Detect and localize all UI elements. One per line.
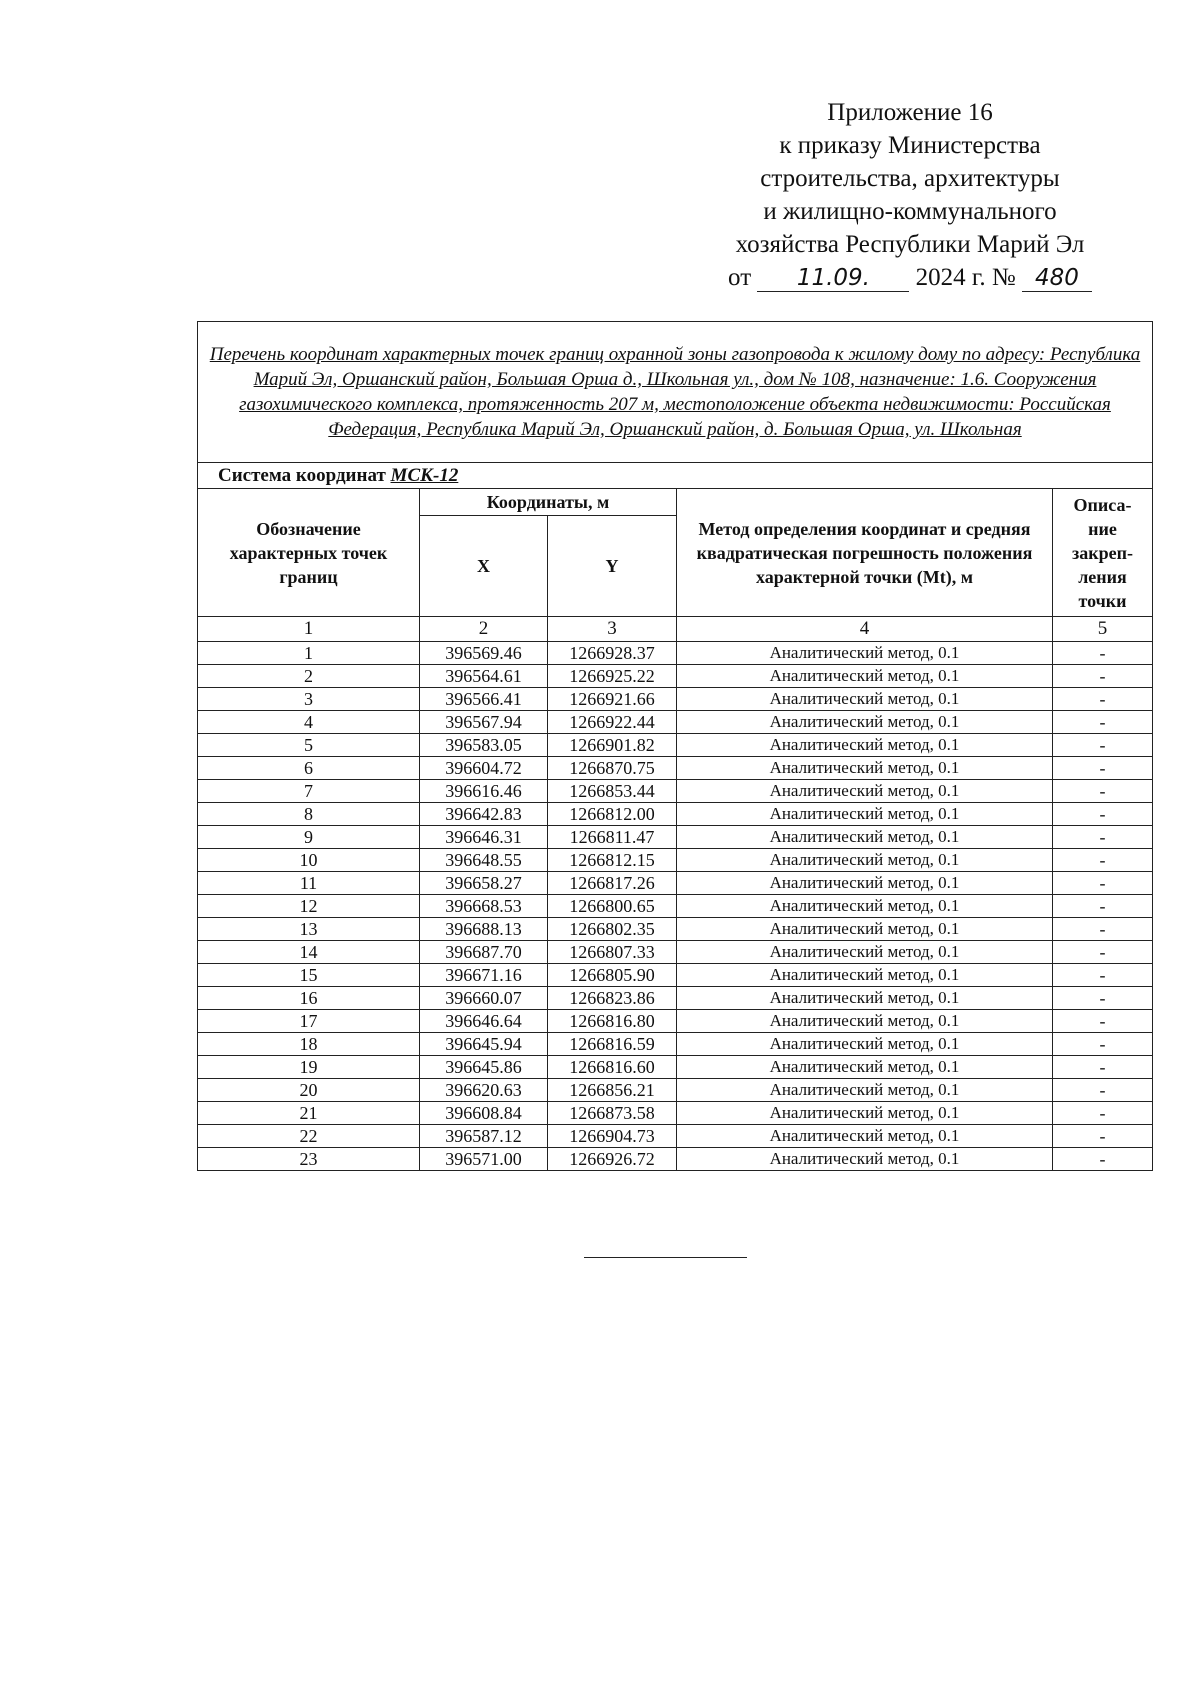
point-number-cell: 23 — [198, 1148, 420, 1171]
point-number-cell: 7 — [198, 780, 420, 803]
x-coordinate-cell: 396671.16 — [420, 964, 548, 987]
method-cell: Аналитический метод, 0.1 — [677, 1033, 1053, 1056]
y-coordinate-cell: 1266922.44 — [548, 711, 677, 734]
table-row — [198, 1033, 1153, 1056]
method-cell: Аналитический метод, 0.1 — [677, 1079, 1053, 1102]
description-cell: - — [1053, 780, 1153, 803]
header-y: Y — [548, 516, 677, 617]
method-cell: Аналитический метод, 0.1 — [677, 642, 1053, 665]
coord-system-value: МСК-12 — [390, 464, 459, 486]
table-row — [198, 1010, 1153, 1033]
table-row — [198, 872, 1153, 895]
point-number-cell: 17 — [198, 1010, 420, 1033]
description-cell: - — [1053, 711, 1153, 734]
coord-system-row — [198, 463, 1153, 489]
appendix-header — [690, 96, 1130, 294]
handwritten-date: 11.09. — [757, 265, 909, 292]
y-coordinate-cell: 1266805.90 — [548, 964, 677, 987]
header-method: Метод определения координат и средняя квадратическая погрешность положения характерной точки (Mt), м — [677, 489, 1053, 617]
x-coordinate-cell: 396564.61 — [420, 665, 548, 688]
method-cell: Аналитический метод, 0.1 — [677, 1125, 1053, 1148]
table-row — [198, 734, 1153, 757]
method-cell: Аналитический метод, 0.1 — [677, 895, 1053, 918]
y-coordinate-cell: 1266816.59 — [548, 1033, 677, 1056]
x-coordinate-cell: 396566.41 — [420, 688, 548, 711]
x-coordinate-cell: 396648.55 — [420, 849, 548, 872]
point-number-cell: 9 — [198, 826, 420, 849]
method-cell: Аналитический метод, 0.1 — [677, 711, 1053, 734]
y-coordinate-cell: 1266816.60 — [548, 1056, 677, 1079]
description-cell: - — [1053, 1079, 1153, 1102]
end-separator-line — [584, 1257, 747, 1258]
method-cell: Аналитический метод, 0.1 — [677, 665, 1053, 688]
y-coordinate-cell: 1266816.80 — [548, 1010, 677, 1033]
method-cell: Аналитический метод, 0.1 — [677, 872, 1053, 895]
ministry-line-3: хозяйства Республики Марий Эл — [735, 231, 1085, 258]
y-coordinate-cell: 1266925.22 — [548, 665, 677, 688]
x-coordinate-cell: 396604.72 — [420, 757, 548, 780]
column-number-cell: 5 — [1053, 617, 1153, 642]
x-coordinate-cell: 396645.86 — [420, 1056, 548, 1079]
x-coordinate-cell: 396668.53 — [420, 895, 548, 918]
order-date-line — [690, 261, 1130, 294]
table-title: Перечень координат характерных точек границ охранной зоны газопровода к жилому дому по адресу: Республика Марий Эл, Оршанский район, Большая Орша д., Школьная ул., дом № 108, назначение: 1.6. Сооружения газохимического комплекса, протяженность 207 м, местоположение объекта недвижимости: Российская Федерация, Республика Марий Эл, Оршанский район, д. Большая Орша, ул. Школьная — [198, 322, 1153, 463]
point-number-cell: 1 — [198, 642, 420, 665]
point-number-cell: 19 — [198, 1056, 420, 1079]
description-cell: - — [1053, 849, 1153, 872]
x-coordinate-cell: 396687.70 — [420, 941, 548, 964]
y-coordinate-cell: 1266921.66 — [548, 688, 677, 711]
method-cell: Аналитический метод, 0.1 — [677, 688, 1053, 711]
point-number-cell: 11 — [198, 872, 420, 895]
y-coordinate-cell: 1266928.37 — [548, 642, 677, 665]
description-cell: - — [1053, 1010, 1153, 1033]
method-cell: Аналитический метод, 0.1 — [677, 1010, 1053, 1033]
y-coordinate-cell: 1266870.75 — [548, 757, 677, 780]
y-coordinate-cell: 1266800.65 — [548, 895, 677, 918]
table-row — [198, 688, 1153, 711]
method-cell: Аналитический метод, 0.1 — [677, 1148, 1053, 1171]
x-coordinate-cell: 396571.00 — [420, 1148, 548, 1171]
description-cell: - — [1053, 734, 1153, 757]
description-cell: - — [1053, 642, 1153, 665]
date-prefix: от — [728, 264, 752, 291]
point-number-cell: 21 — [198, 1102, 420, 1125]
ministry-line-2: и жилищно-коммунального — [763, 198, 1057, 225]
table-row — [198, 757, 1153, 780]
description-cell: - — [1053, 964, 1153, 987]
y-coordinate-cell: 1266807.33 — [548, 941, 677, 964]
description-cell: - — [1053, 688, 1153, 711]
method-cell: Аналитический метод, 0.1 — [677, 1102, 1053, 1125]
column-numbers-row — [198, 617, 1153, 642]
method-cell: Аналитический метод, 0.1 — [677, 964, 1053, 987]
table-row — [198, 895, 1153, 918]
method-cell: Аналитический метод, 0.1 — [677, 826, 1053, 849]
y-coordinate-cell: 1266873.58 — [548, 1102, 677, 1125]
y-coordinate-cell: 1266802.35 — [548, 918, 677, 941]
y-coordinate-cell: 1266853.44 — [548, 780, 677, 803]
method-cell: Аналитический метод, 0.1 — [677, 803, 1053, 826]
y-coordinate-cell: 1266926.72 — [548, 1148, 677, 1171]
x-coordinate-cell: 396646.31 — [420, 826, 548, 849]
point-number-cell: 12 — [198, 895, 420, 918]
description-cell: - — [1053, 941, 1153, 964]
point-number-cell: 20 — [198, 1079, 420, 1102]
y-coordinate-cell: 1266901.82 — [548, 734, 677, 757]
coord-system-label: Система координат — [218, 464, 386, 486]
point-number-cell: 5 — [198, 734, 420, 757]
column-number-cell: 4 — [677, 617, 1053, 642]
column-number-cell: 3 — [548, 617, 677, 642]
x-coordinate-cell: 396616.46 — [420, 780, 548, 803]
x-coordinate-cell: 396688.13 — [420, 918, 548, 941]
point-number-cell: 16 — [198, 987, 420, 1010]
description-cell: - — [1053, 1033, 1153, 1056]
x-coordinate-cell: 396587.12 — [420, 1125, 548, 1148]
table-row — [198, 849, 1153, 872]
table-row — [198, 780, 1153, 803]
y-coordinate-cell: 1266856.21 — [548, 1079, 677, 1102]
method-cell: Аналитический метод, 0.1 — [677, 941, 1053, 964]
header-coords: Координаты, м — [420, 489, 677, 516]
column-number-cell: 1 — [198, 617, 420, 642]
x-coordinate-cell: 396642.83 — [420, 803, 548, 826]
table-row — [198, 826, 1153, 849]
table-row — [198, 1079, 1153, 1102]
coordinates-table — [197, 321, 1153, 1171]
table-row — [198, 803, 1153, 826]
description-cell: - — [1053, 987, 1153, 1010]
description-cell: - — [1053, 895, 1153, 918]
table-row — [198, 964, 1153, 987]
handwritten-order-number: 480 — [1022, 265, 1092, 292]
point-number-cell: 2 — [198, 665, 420, 688]
x-coordinate-cell: 396567.94 — [420, 711, 548, 734]
year-text: 2024 г. № — [915, 264, 1016, 291]
method-cell: Аналитический метод, 0.1 — [677, 987, 1053, 1010]
description-cell: - — [1053, 1102, 1153, 1125]
table-row — [198, 987, 1153, 1010]
table-row — [198, 941, 1153, 964]
description-cell: - — [1053, 918, 1153, 941]
point-number-cell: 10 — [198, 849, 420, 872]
y-coordinate-cell: 1266823.86 — [548, 987, 677, 1010]
point-number-cell: 3 — [198, 688, 420, 711]
point-number-cell: 18 — [198, 1033, 420, 1056]
method-cell: Аналитический метод, 0.1 — [677, 918, 1053, 941]
column-number-cell: 2 — [420, 617, 548, 642]
table-row — [198, 918, 1153, 941]
y-coordinate-cell: 1266812.15 — [548, 849, 677, 872]
point-number-cell: 14 — [198, 941, 420, 964]
ministry-line-1: строительства, архитектуры — [760, 165, 1060, 192]
method-cell: Аналитический метод, 0.1 — [677, 849, 1053, 872]
description-cell: - — [1053, 1056, 1153, 1079]
point-number-cell: 22 — [198, 1125, 420, 1148]
header-point: Обозначение характерных точек границ — [198, 489, 420, 617]
description-cell: - — [1053, 665, 1153, 688]
point-number-cell: 6 — [198, 757, 420, 780]
x-coordinate-cell: 396569.46 — [420, 642, 548, 665]
table-row — [198, 642, 1153, 665]
header-x: X — [420, 516, 548, 617]
point-number-cell: 4 — [198, 711, 420, 734]
order-ref-line: к приказу Министерства — [779, 132, 1041, 159]
method-cell: Аналитический метод, 0.1 — [677, 734, 1053, 757]
appendix-title: Приложение 16 — [827, 99, 993, 126]
x-coordinate-cell: 396660.07 — [420, 987, 548, 1010]
description-cell: - — [1053, 872, 1153, 895]
y-coordinate-cell: 1266812.00 — [548, 803, 677, 826]
x-coordinate-cell: 396645.94 — [420, 1033, 548, 1056]
table-row — [198, 711, 1153, 734]
description-cell: - — [1053, 757, 1153, 780]
x-coordinate-cell: 396583.05 — [420, 734, 548, 757]
description-cell: - — [1053, 803, 1153, 826]
point-number-cell: 13 — [198, 918, 420, 941]
method-cell: Аналитический метод, 0.1 — [677, 780, 1053, 803]
table-row — [198, 665, 1153, 688]
y-coordinate-cell: 1266811.47 — [548, 826, 677, 849]
table-row — [198, 1056, 1153, 1079]
table-row — [198, 1125, 1153, 1148]
method-cell: Аналитический метод, 0.1 — [677, 757, 1053, 780]
x-coordinate-cell: 396658.27 — [420, 872, 548, 895]
y-coordinate-cell: 1266817.26 — [548, 872, 677, 895]
x-coordinate-cell: 396608.84 — [420, 1102, 548, 1125]
header-description: Описа- ние закреп- ления точки — [1053, 489, 1153, 617]
method-cell: Аналитический метод, 0.1 — [677, 1056, 1053, 1079]
x-coordinate-cell: 396620.63 — [420, 1079, 548, 1102]
x-coordinate-cell: 396646.64 — [420, 1010, 548, 1033]
y-coordinate-cell: 1266904.73 — [548, 1125, 677, 1148]
description-cell: - — [1053, 826, 1153, 849]
description-cell: - — [1053, 1125, 1153, 1148]
table-row — [198, 1102, 1153, 1125]
point-number-cell: 15 — [198, 964, 420, 987]
point-number-cell: 8 — [198, 803, 420, 826]
table-row — [198, 1148, 1153, 1171]
description-cell: - — [1053, 1148, 1153, 1171]
